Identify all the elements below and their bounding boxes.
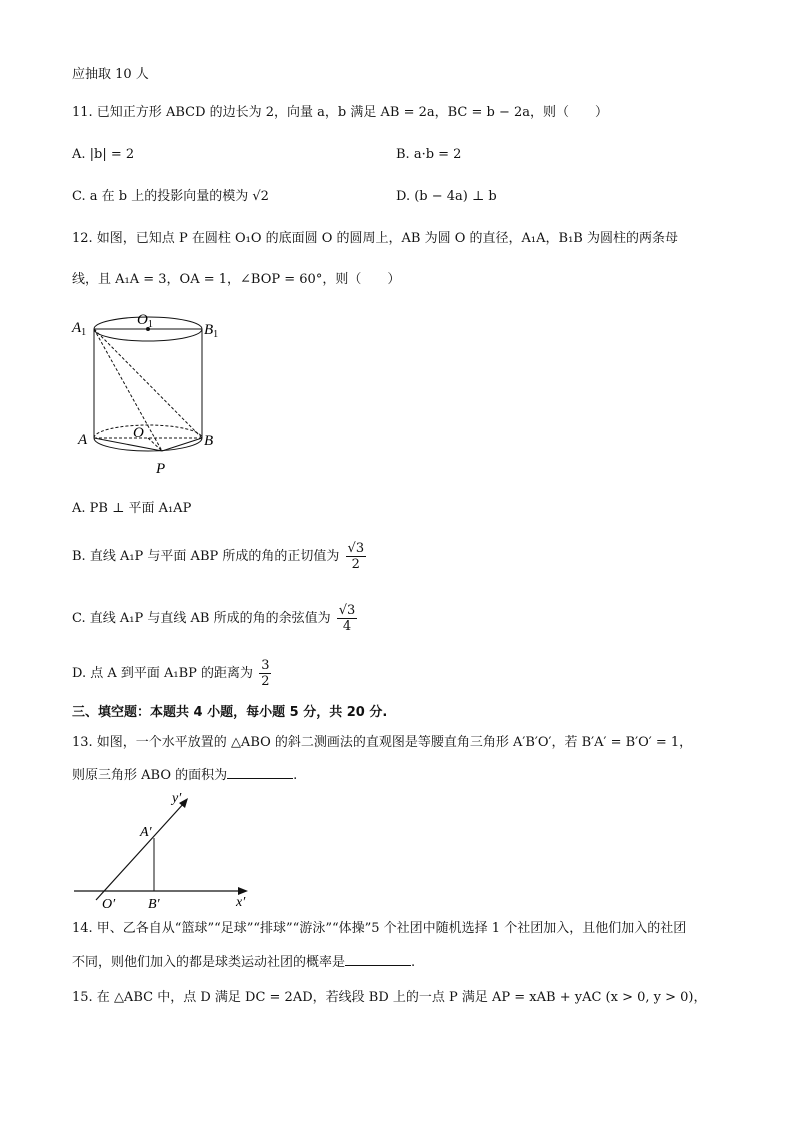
- q14-line1: 14. 甲、乙各自从“篮球”“足球”“排球”“游泳”“体操”5 个社团中随机选择 1 个社团加入，且他们加入的社团: [72, 921, 687, 936]
- label-o-prime: O′: [102, 897, 116, 910]
- y-axis: [96, 802, 185, 900]
- q15-line1: 15. 在 △ABC 中，点 D 满足 DC = 2AD，若线段 BD 上的一点 P 满足 AP = xAB + yAC (x > 0, y > 0)，: [72, 990, 707, 1005]
- label-o1: $O_1$: [137, 312, 153, 330]
- label-b-prime: B′: [148, 897, 160, 910]
- q12-option-c: [72, 603, 359, 634]
- fraction-denominator: 2: [351, 557, 360, 572]
- q11-option-c: C. a 在 b 上的投影向量的模为 √2: [72, 189, 269, 204]
- q12-option-c-text: C. 直线 A₁P 与直线 AB 所成的角的余弦值为: [72, 611, 331, 626]
- fraction-numerator: 3: [261, 658, 270, 673]
- q12-option-a: A. PB ⊥ 平面 A₁AP: [72, 501, 192, 516]
- q14-line2: [72, 953, 415, 972]
- q12-stem-line1: 12. 如图，已知点 P 在圆柱 O₁O 的底面圆 O 的圆周上，AB 为圆 O 的直径，A₁A，B₁B 为圆柱的两条母: [72, 231, 678, 246]
- q14-line2-text: 不同，则他们加入的都是球类运动社团的概率是: [72, 955, 346, 970]
- label-a-prime: A′: [140, 825, 152, 840]
- answer-blank: [227, 766, 293, 779]
- segment-pa: [94, 438, 162, 451]
- q13-line2: [72, 766, 297, 785]
- bottom-ellipse-front: [94, 438, 202, 451]
- fraction-denominator: 4: [342, 619, 352, 634]
- segment-a1b: [94, 329, 202, 438]
- q12-stem-line2: 线，且 A₁A = 3，OA = 1，∠BOP = 60°，则（ ）: [72, 272, 401, 287]
- q12-option-b-text: B. 直线 A₁P 与平面 ABP 所成的角的正切值为: [72, 549, 340, 564]
- answer-blank: [345, 953, 411, 966]
- q11-option-b: B. a·b = 2: [396, 147, 462, 162]
- top-line: 应抽取 10 人: [72, 67, 149, 82]
- q12-option-d-fraction: [259, 658, 271, 689]
- q14-line2-end: .: [411, 955, 416, 970]
- label-b: B: [204, 433, 214, 449]
- label-a1: $A_1$: [72, 320, 87, 338]
- q11-stem: 11. 已知正方形 ABCD 的边长为 2，向量 a，b 满足 AB = 2a，BC = b − 2a，则（ ）: [72, 105, 609, 120]
- label-x-prime: x′: [236, 895, 246, 910]
- q11-option-a: A. |b| = 2: [72, 147, 135, 162]
- q13-line1: 13. 如图，一个水平放置的 △ABO 的斜二测画法的直观图是等腰直角三角形 A′B′O′，若 B′A′ = B′O′ = 1，: [72, 735, 693, 750]
- fraction-numerator: √3: [347, 541, 365, 556]
- q12-option-d-text: D. 点 A 到平面 A₁BP 的距离为: [72, 666, 254, 681]
- label-b1: $B_1$: [204, 322, 219, 340]
- x-axis-arrow: [238, 887, 248, 895]
- bottom-ellipse-back: [94, 425, 202, 438]
- label-a: A: [78, 432, 88, 448]
- q12-option-c-fraction: [337, 603, 358, 634]
- q12-option-b: [72, 541, 368, 572]
- fraction-denominator: 2: [261, 674, 270, 689]
- segment-a1p: [94, 329, 162, 451]
- label-y-prime: y′: [172, 791, 182, 806]
- q11-option-d: D. (b − 4a) ⊥ b: [396, 189, 497, 204]
- q12-option-d: [72, 658, 273, 689]
- cylinder-figure: [70, 308, 230, 480]
- label-p: P: [156, 461, 166, 477]
- section-heading: 三、填空题：本题共 4 小题，每小题 5 分，共 20 分.: [72, 705, 388, 720]
- label-o: O: [133, 425, 144, 441]
- fraction-numerator: √3: [338, 603, 356, 618]
- q12-option-b-fraction: [346, 541, 367, 572]
- q13-line2-end: .: [293, 768, 298, 783]
- oblique-axes-figure: [66, 788, 266, 910]
- q13-line2-text: 则原三角形 ABO 的面积为: [72, 768, 228, 783]
